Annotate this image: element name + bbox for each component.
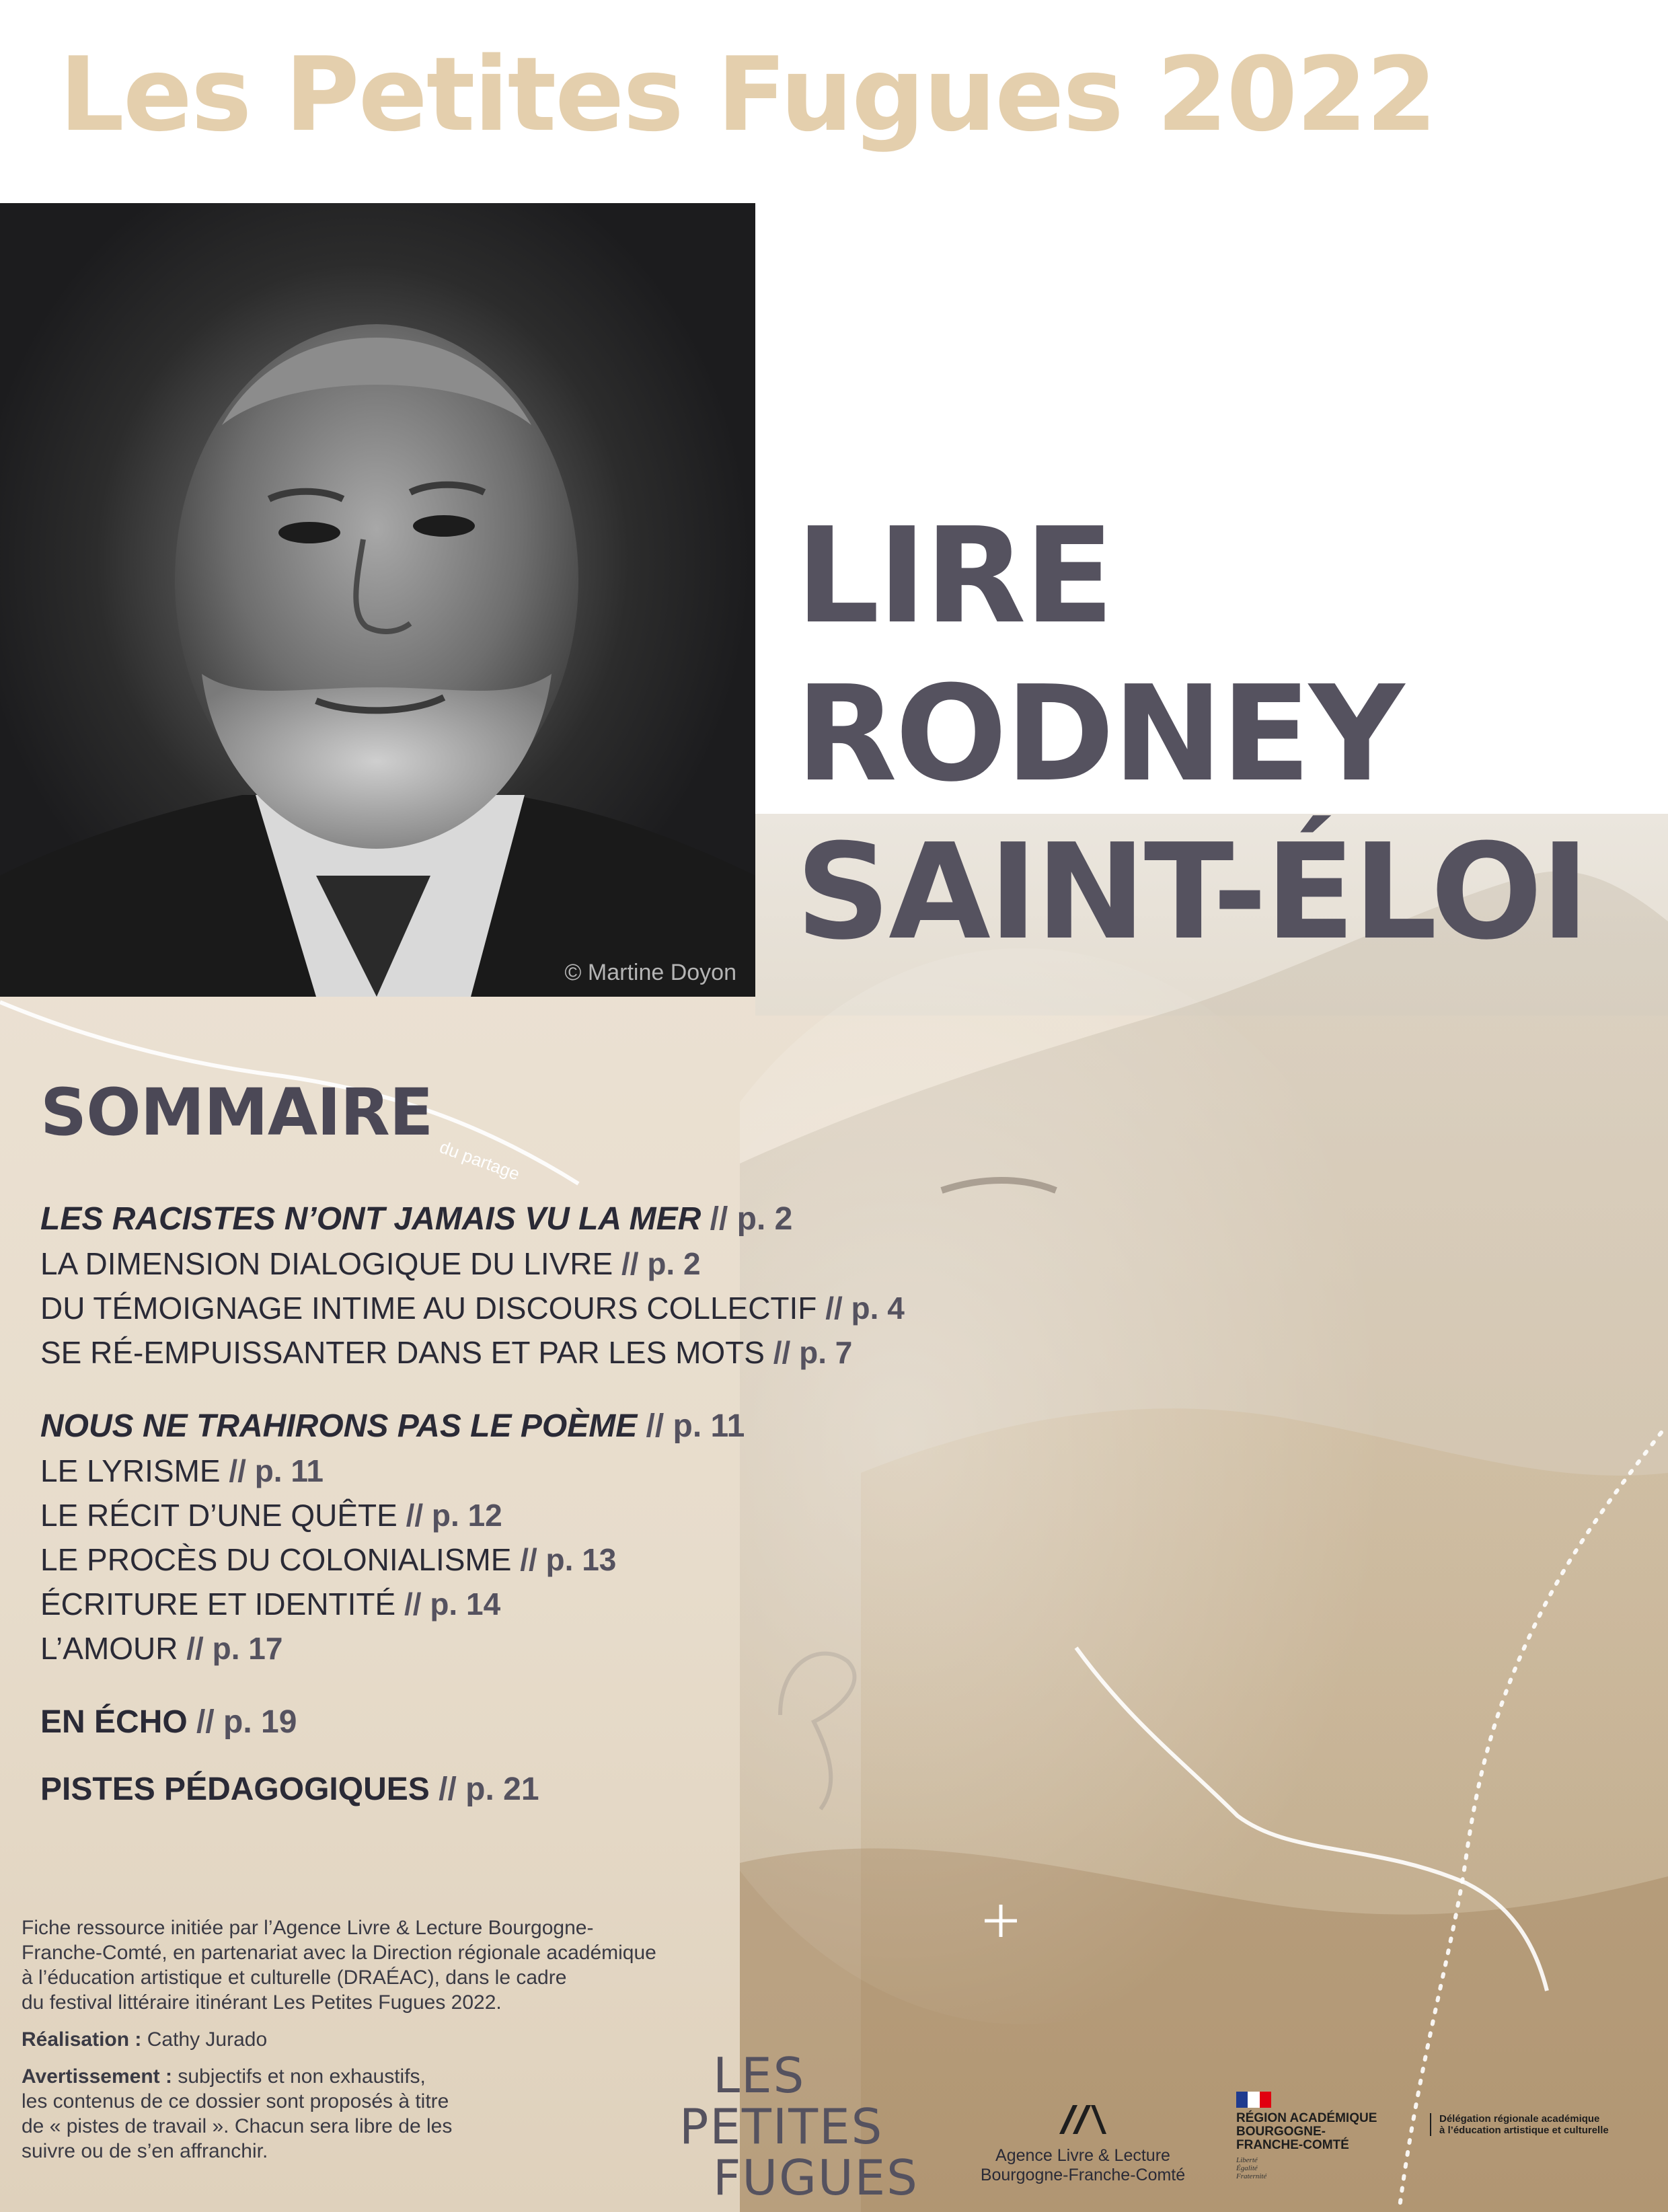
toc-item-temoignage: DU TÉMOIGNAGE INTIME AU DISCOURS COLLECTIF // p. 4 xyxy=(40,1291,905,1326)
toc-item-identite: ÉCRITURE ET IDENTITÉ // p. 14 xyxy=(40,1587,501,1622)
agence-livre-lecture-logo xyxy=(955,2102,1211,2185)
agence-name: Agence Livre & Lecture xyxy=(995,2146,1170,2165)
footer-realisation: Réalisation : Cathy Jurado xyxy=(22,2028,268,2051)
toc-item-quete: LE RÉCIT D’UNE QUÊTE // p. 12 xyxy=(40,1498,502,1533)
toc-item-empuissanter: SE RÉ-EMPUISSANTER DANS ET PAR LES MOTS // p. 7 xyxy=(40,1335,853,1370)
republic-motto: Liberté Égalité Fraternité xyxy=(1236,2156,1267,2180)
toc-item-racistes: LES RACISTES N’ONT JAMAIS VU LA MER // p. 2 xyxy=(40,1201,793,1237)
region-name: RÉGION ACADÉMIQUE BOURGOGNE- FRANCHE-COMTÉ xyxy=(1236,2111,1377,2152)
footer-intro: Fiche ressource initiée par l’Agence Livre & Lecture Bourgogne- Franche-Comté, en partenariat avec la Direction régionale académique à l’éducation artistique et culturelle (DRAÉAC), dans le cadre du festival littéraire itinérant Les Petites Fugues 2022. xyxy=(22,1917,656,2014)
footer-warning: Avertissement : subjectifs et non exhaustifs, les contenus de ce dossier sont proposés à titre de « pistes de travail ». Chacun sera libre de les suivre ou de s’en affranchir. xyxy=(22,2065,453,2162)
toc-item-poeme: NOUS NE TRAHIRONS PAS LE POÈME // p. 11 xyxy=(40,1408,745,1444)
agence-mark-icon xyxy=(1056,2102,1110,2135)
title-line-saint-eloi: SAINT-ÉLOI xyxy=(796,816,1588,969)
table-of-contents xyxy=(40,1197,982,1812)
toc-item-dialogique: LA DIMENSION DIALOGIQUE DU LIVRE // p. 2 xyxy=(40,1246,701,1281)
delegation-label: Délégation régionale académique à l’éducation artistique et culturelle xyxy=(1430,2113,1645,2136)
footer-credits xyxy=(22,1915,775,2176)
les-petites-fugues-logo: LES PETITES FUGUES xyxy=(679,2047,919,2206)
path-label: du partage xyxy=(437,1137,523,1184)
photo-credit: © Martine Doyon xyxy=(564,960,736,985)
marianne-flag-icon xyxy=(1236,2092,1271,2108)
toc-item-lyrisme: LE LYRISME // p. 11 xyxy=(40,1453,324,1488)
festival-title: Les Petites Fugues 2022 xyxy=(59,35,1436,154)
toc-item-echo: EN ÉCHO // p. 19 xyxy=(40,1704,297,1740)
sommaire-heading: SOMMAIRE xyxy=(40,1075,433,1150)
portrait-illustration xyxy=(0,203,755,997)
agence-region: Bourgogne-Franche-Comté xyxy=(980,2166,1186,2184)
toc-item-colonialisme: LE PROCÈS DU COLONIALISME // p. 13 xyxy=(40,1542,617,1577)
main-title xyxy=(796,498,1587,972)
toc-item-amour: L’AMOUR // p. 17 xyxy=(40,1631,283,1666)
title-line-lire: LIRE xyxy=(796,500,1112,653)
title-line-rodney: RODNEY xyxy=(796,658,1403,811)
toc-item-pistes: PISTES PÉDAGOGIQUES // p. 21 xyxy=(40,1771,539,1807)
author-portrait xyxy=(0,203,755,997)
region-academique-logo xyxy=(1236,2092,1640,2180)
